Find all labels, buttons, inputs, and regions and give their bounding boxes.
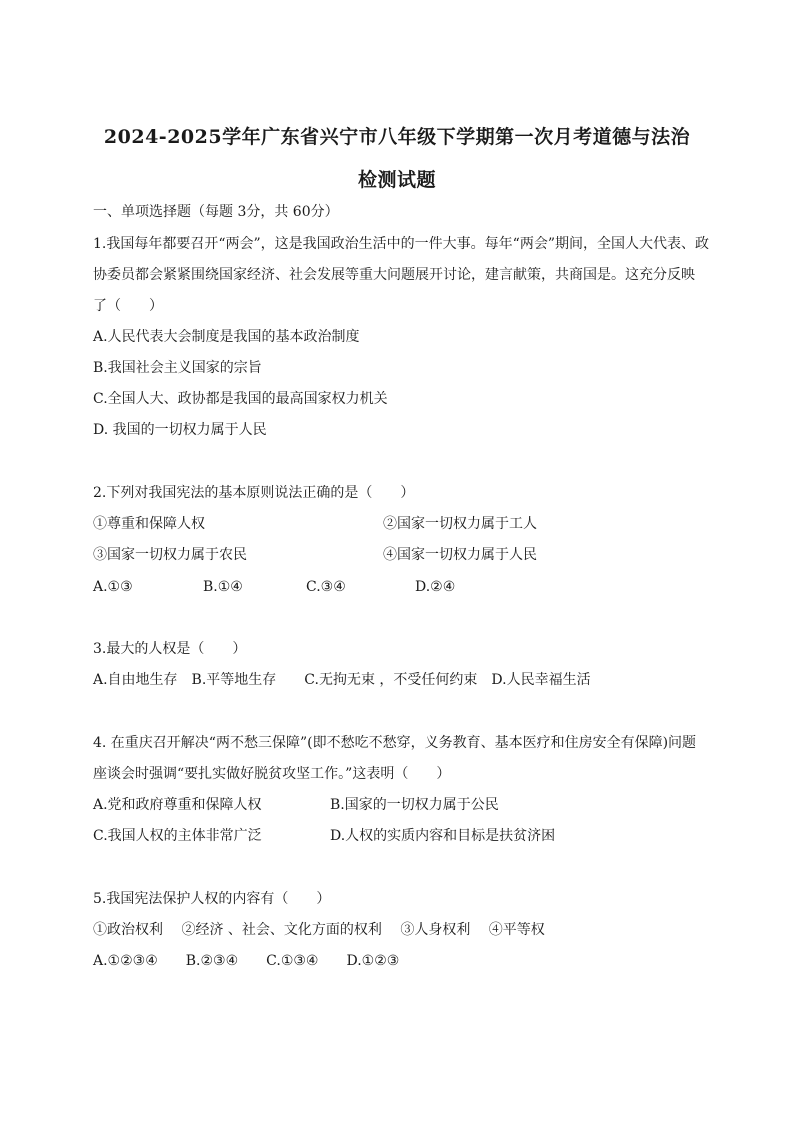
q5-stem: 5.我国宪法保护人权的内容有（ ）: [93, 891, 331, 907]
q2-statement-2: ②国家一切权力属于工人: [383, 516, 537, 532]
q1-option-d: D. 我国的一切权力属于人民: [93, 422, 267, 438]
q5-items: ①政治权利 ②经济 、社会、文化方面的权利 ③人身权利 ④平等权: [93, 922, 545, 938]
q4-option-a: A.党和政府尊重和保障人权: [93, 797, 262, 813]
q4-stem-line2: 座谈会时强调“要扎实做好脱贫攻坚工作。”这表明（ ）: [93, 766, 451, 782]
q3-stem: 3.最大的人权是（ ）: [93, 641, 247, 657]
q2-option-d: D.②④: [415, 579, 456, 595]
q2-option-a: A.①③: [93, 579, 133, 595]
q5-options: A.①②③④ B.②③④ C.①③④ D.①②③: [93, 953, 400, 969]
section-heading: 一、单项选择题（每题 3分，共 60分）: [93, 204, 339, 220]
q1-stem-line3: 了（ ）: [93, 298, 163, 314]
q2-option-c: C.③④: [306, 579, 346, 595]
q3-options: A.自由地生存 B.平等地生存 C.无拘无束 ，不受任何约束 D.人民幸福生活: [93, 672, 591, 688]
q2-statement-3: ③国家一切权力属于农民: [93, 547, 247, 563]
q4-option-c: C.我国人权的主体非常广泛: [93, 828, 262, 844]
q1-option-b: B.我国社会主义国家的宗旨: [93, 360, 262, 376]
q1-option-c: C.全国人大、政协都是我国的最高国家权力机关: [93, 391, 388, 407]
q2-option-b: B.①④: [203, 579, 243, 595]
q2-statement-4: ④国家一切权力属于人民: [383, 547, 537, 563]
q1-stem-line1: 1.我国每年都要召开“两会”，这是我国政治生活中的一件大事。每年“两会”期间，全国人大代表、政: [93, 236, 709, 252]
q4-option-b: B.国家的一切权力属于公民: [330, 797, 499, 813]
q2-stem: 2.下列对我国宪法的基本原则说法正确的是（ ）: [93, 485, 415, 501]
document-subtitle: 检测试题: [357, 169, 436, 191]
document-title: 2024-2025学年广东省兴宁市八年级下学期第一次月考道德与法治: [103, 126, 691, 148]
q1-stem-line2: 协委员都会紧紧围绕国家经济、社会发展等重大问题展开讨论，建言献策，共商国是。这充分反映: [93, 267, 695, 283]
q4-option-d: D.人权的实质内容和目标是扶贫济困: [330, 828, 556, 844]
q1-option-a: A.人民代表大会制度是我国的基本政治制度: [93, 329, 360, 345]
q4-stem-line1: 4. 在重庆召开解决“两不愁三保障”(即不愁吃不愁穿，义务教育、基本医疗和住房安全有保障)问题: [93, 735, 697, 751]
q2-statement-1: ①尊重和保障人权: [93, 516, 205, 532]
